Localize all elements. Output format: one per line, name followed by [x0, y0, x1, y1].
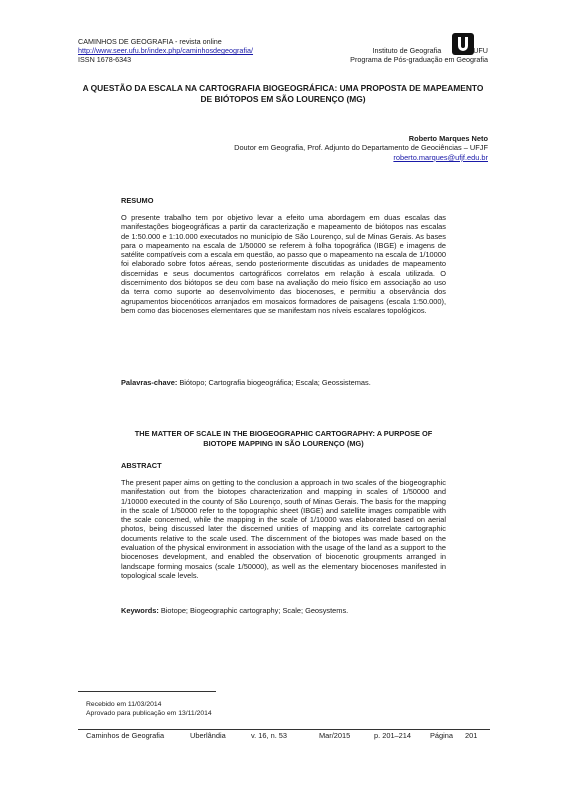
abstract-keywords-text: Biotope; Biogeographic cartography; Scale; Geosystems. [160, 606, 349, 615]
footer-journal: Caminhos de Geografia [86, 731, 165, 740]
resumo-keywords [121, 378, 446, 387]
resumo-keywords-label: Palavras-chave: [121, 378, 178, 387]
footer-page-label: Página [430, 731, 454, 740]
article-title-en: THE MATTER OF SCALE IN THE BIOGEOGRAPHIC CARTOGRAPHY: A PURPOSE OF BIOTOPE MAPPING IN SÃO LOURENÇO (MG) [134, 429, 433, 448]
journal-name: CAMINHOS DE GEOGRAFIA - revista online [78, 37, 222, 46]
received-date: Recebido em 11/03/2014 [86, 701, 162, 708]
ufu-label: UFU [473, 46, 488, 55]
institute-name: Instituto de Geografia [372, 46, 442, 55]
resumo-heading: RESUMO [121, 196, 154, 205]
footer-date: Mar/2015 [319, 731, 351, 740]
journal-header [78, 37, 253, 65]
resumo-text: O presente trabalho tem por objetivo levar a efeito uma abordagem em duas escalas das manifestações biogeográficas a partir da caracterização e mapeamento de biótopos nas escalas de 1:50.000 e 1:10.000 executados no município de São Lourenço, sul de Minas Gerais. As bases para o mapeamento na escala de 1/50000 se referem à folha topográfica (IBGE) e imagens de satélite compatíveis com a escala em questão, ao passo que o mapeamento na escala de 1/10000 foi elaborado sobre fotos aéreas, sendo posteriormente discutidas as unidades de mapeamento discernidas e seus documentos cartográficos correlatos em relação à escala utilizada. O discernimento dos biótopos se deu com base na avaliação do meio físico em associação ao uso da terra como suporte ao desenvolvimento das biocenoses, e permitiu a observância dos agrupamentos biocenóticos arranjados em mosaicos formadores de paisagens (escala 1:50.000), bem como das biocenoses elementares que se manifestam nos níveis escalares topológicos. [121, 213, 446, 315]
footer-volume: v. 16, n. 53 [251, 731, 288, 740]
institute-header [350, 46, 488, 64]
author-email-link[interactable]: roberto.marques@ufjf.edu.br [393, 152, 488, 162]
abstract-keywords [121, 606, 446, 615]
footer-pages: p. 201–214 [374, 731, 411, 740]
footnote-divider [78, 691, 216, 692]
journal-url-link[interactable]: http://www.seer.ufu.br/index.php/caminhosdegeografia/ [78, 46, 254, 56]
abstract-heading: ABSTRACT [121, 461, 162, 470]
resumo-keywords-text: Biótopo; Cartografia biogeográfica; Escala; Geossistemas. [179, 378, 371, 387]
abstract-keywords-label: Keywords: [121, 606, 159, 615]
program-name: Programa de Pós-graduação em Geografia [350, 55, 488, 65]
footer-city: Uberlândia [190, 731, 226, 740]
author-block [234, 134, 488, 162]
issn: ISSN 1678-6343 [78, 55, 132, 65]
abstract-text: The present paper aims on getting to the conclusion a approach in two scales of the biogeographic manifestation out from the biotopes characterization and mapping in scales of 1/50000 and 1/10000 executed in the county of São Lourenço, south of Minas Gerais. The basis for the mapping in the scale of 1/50000 refer to the topographic sheet (IBGE) and satellite images compatible with the scale concerned, while the mapping in the scale of 1/10000 was elaborated based on aerial photos, being discussed later the discerned unities of mapping and its correlate cartographic documents relative to the scale used. The discernment of the biotopes was made based on the evaluation of the physical environment in association with the usage of the land as a support to the biocenoses development, and enabled the observation of biocenotic groupments arranged in landscape forming mosaics (scale 1/50000), as well as the elementary biocenoses manifested in topological scale levels. [121, 478, 446, 580]
author-name: Roberto Marques Neto [408, 134, 488, 143]
author-affiliation: Doutor em Geografia, Prof. Adjunto do Departamento de Geociências – UFJF [234, 143, 488, 153]
article-title-pt: A QUESTÃO DA ESCALA NA CARTOGRAFIA BIOGEOGRÁFICA: UMA PROPOSTA DE MAPEAMENTO DE BIÓTOPOS EM SÃO LOURENÇO (MG) [82, 83, 484, 104]
footer-divider [78, 729, 490, 730]
footer-page-number: 201 [465, 731, 478, 740]
approved-date: Aprovado para publicação em 13/11/2014 [86, 710, 212, 717]
footnotes [86, 700, 212, 718]
